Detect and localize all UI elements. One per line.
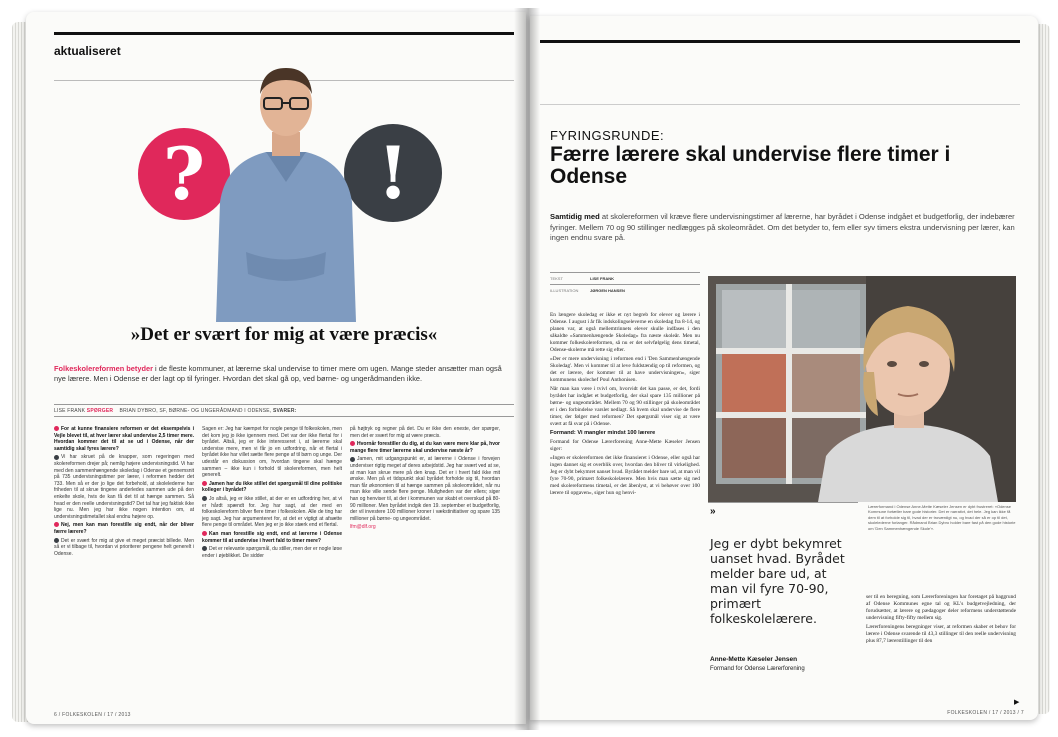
answer-paragraph	[202, 426, 342, 479]
body-paragraph: »Der er mere undervisning i reformen end i 'Den Sammenhængende Skoledag'. Men vi kommer til at leve fuldstændig op til reformen, og det er lærere, der kommer til at have undervisningen«, siger kommunens skolechef Poul Anthonisen.	[550, 356, 700, 383]
question-bullet-icon	[54, 522, 59, 527]
question-paragraph	[202, 481, 342, 494]
pull-quote-author: Anne-Mette Kæseler Jensen	[710, 656, 798, 663]
magazine-spine	[514, 8, 540, 730]
answer-bullet-icon	[54, 538, 59, 543]
body-paragraph: ser til en beregning, som Lærerforeningen har foretaget på baggrund af Odense Kommunes egne tal og KL's budgetvejledning, der forudsætter, at lærere og pædagoger deler reformens understøttende undervisning fifty-fifty mellem sig.	[866, 594, 1016, 621]
intro-paragraph	[550, 212, 1025, 244]
answer-text: Jo altså, jeg er ikke stillet, at der er en udfordring her, at vi er hårdt spændt for. Jeg har sagt, at der med en folkeskolereform bliver flere timer i folkeskolen. Alle de ting har jeg sagt. Jeg har argumenteret for, at det er vigtigt at afsætte flere penge til området. Men jeg er jo ikke stærk end et flertal.	[202, 495, 342, 529]
photo-caption: Lærerformand i Odense Anne-Mette Kæseler Jensen er dybt frustreret: »Odense Kommune fortæller bare gode historier. Det er narrativt, det hele. Jeg kan ikke få dem til at forholde sig til, hvad der er troværdigt nu, og hvad der så er op til det, skolelederne forlanger. Rådmand Brian Dybro holder bare fast på den gode historie om 'Den Sammenhængende Skole'«.	[868, 504, 1016, 531]
interviewee-name: BRIAN DYBRO, SF, BØRNE- OG UNGERÅDMAND I ODENSE,	[119, 408, 272, 414]
question-bullet-icon	[202, 531, 207, 536]
question-bullet-icon	[54, 426, 59, 431]
top-rule	[54, 32, 514, 35]
answer-paragraph	[202, 546, 342, 559]
answer-text: Jamen, mit udgangspunkt er, at lærerne i Odense i forvejen underviser rigtig meget af deres arbejdstid. Jeg har svært ved at se, at man kan skrue mere på den knap. Det er i hvert fald ikke mit ønske. Men på et tidspunkt skal byrådet forholde sig til, hvordan man får økonomien til at hænge sammen på skoleområdet, når nu man ikke ville sende flere penge. Muligheden var der ellers; siger han og henviser til, at der i kommunen var skabt et overskud på 80-90 millioner. Men byrådet indgik den 19. september et budgetforlig, der vil investere 100 millioner kroner i vækstinitiativer og spare 135 millioner på børne- og ungeområdet.	[350, 456, 500, 522]
body-paragraph: »Ingen er skolereformen det ikke finansieret i Odense, eller også har ingen dannet sig et overblik over, hvordan den bliver til virkelighed. Jeg er dybt bekymret uanset hvad. Byrådet melder bare ud, at man vil fyre 70-90, primært folkeskolelærere. Men hvis man sætte sig ned med skolereformens timetal, er det åbenlyst, at vi behøver over 100 lærere til opgaven«, siger hun og henvi-	[550, 455, 700, 496]
byline-row	[550, 272, 700, 284]
answer-paragraph	[350, 456, 500, 522]
author-email	[350, 524, 500, 531]
kicker: FYRINGSRUNDE:	[550, 128, 665, 143]
interview-column-2	[202, 426, 342, 561]
continue-arrow-icon: ▶	[1014, 699, 1020, 706]
answer-paragraph	[54, 538, 194, 558]
page-footer: FOLKESKOLEN / 17 / 2013 / 7	[947, 710, 1024, 716]
answer-bullet-icon	[202, 496, 207, 501]
body-paragraph: Når man kan være i tvivl om, hvorvidt det kan passe, er det, fordi byrådet har indgået et budgetforlig, der skal spare 135 millioner på børne- og ungeområdet. Mellem 70 og 90 stillinger på skoleområdet er i den forbindelse varslet nedlagt. Så hvem skal undervise de flere timer, der følger med reformen? Det spørgsmål viser sig at være svært at få svar på i Odense.	[550, 386, 700, 427]
left-page	[26, 12, 526, 724]
body-paragraph: En længere skoledag er ikke et nyt begreb for elever og lærere i Odense. I august i år fik indskolingseleverne en skoledag fra 8-14, og planen var, at også mellemtrinnets elever skulle indfases i den såkaldte »Sammenhængende Skoledag« fra næste skoleår. Men nu kommer folkeskolereformen, så nu er det selvfølgelig dens timetal, Odense-skolerne må rette sig efter.	[550, 312, 700, 353]
article-column-3	[866, 594, 1016, 647]
byline-label: ILLUSTRATION	[550, 288, 579, 293]
quote-marker-icon: »	[710, 506, 716, 517]
answer-paragraph	[54, 454, 194, 520]
answer-text: Sagen er: Jeg har kæmpet for nogle penge til folkeskolen, men det kom jeg jo ikke igennem med. Det var der ikke flertal for i byrådet. Altså, jeg er ikke interesseret i, at lærerne skal undervise mere, men vi får jo en udfordring, når et flertal i byrådet ikke har villet sætte flere penge af til børn og unge. Der udestår en diskussion om, hvordan tingene skal hænge sammen – ikke kun i forhold til skolereformen, men helt generelt.	[202, 426, 342, 479]
intro-lead: Folkeskolereformen betyder	[54, 364, 153, 373]
byline	[550, 272, 700, 296]
question-bullet-icon	[202, 481, 207, 486]
question-paragraph	[54, 426, 194, 452]
interviewer-role: SPØRGER	[86, 408, 114, 414]
interview-credit	[54, 408, 514, 414]
question-text: Hvornår forestiller du dig, at du kan være mere klar på, hvor mange flere timer lærerne skal undervise næste år?	[350, 441, 500, 454]
byline-row	[550, 284, 700, 296]
answer-bullet-icon	[350, 457, 355, 462]
question-paragraph	[54, 522, 194, 535]
question-text: Kan man forestille sig endt, end at lærerne i Odense kommer til at undervise i hvert fald to timer mere?	[202, 530, 342, 544]
page-footer: 6 / FOLKESKOLEN / 17 / 2013	[54, 712, 131, 718]
divider	[54, 416, 514, 417]
answer-text: Det er relevante spørgsmål, du stiller, men der er nogle løse ender i øjeblikket. De sidder	[202, 546, 342, 559]
answer-text: på højtryk og regner på det. Du er ikke den eneste, der spørger, men det er svært for mig at være præcis.	[350, 426, 500, 439]
divider	[54, 404, 514, 405]
right-page	[530, 16, 1038, 720]
divider	[540, 104, 1020, 105]
question-paragraph	[350, 441, 500, 454]
section-label: aktualiseret	[54, 44, 121, 58]
exclamation-mark-icon: !	[344, 124, 442, 222]
divider	[708, 502, 858, 503]
pull-quote-role: Formand for Odense Lærerforening	[710, 666, 805, 672]
question-mark-icon: ?	[138, 128, 230, 220]
answer-text: Vi har skruet på de knapper, som regeringen med skolereformen drejer på; nemlig højere undervisningstid. Vi har med den sammenhængende skoledag i Odense et gennemsnit på 735 undervisningstimer per lærer, i reformen hedder det 733. Men så er der jo lige det forbehold, at skolelederne har friheden til at skrue tingene anderledes sammen ude på den enkelte skole, hvis de kan få det til at hænge sammen. Så hvad er den reelle undervisningstid? Det tal har jeg faktisk ikke lige nu. Men jeg har ikke nogen intention om, at undervisningstimetallet skal endnu højere op.	[54, 454, 194, 520]
byline-value: JØRGEN HANSEN	[590, 288, 625, 293]
question-text: Jamen har du ikke stillet det spørgsmål til dine politiske kolleger i byrådet?	[202, 480, 342, 494]
pull-quote: Jeg er dybt bekymret uanset hvad. Byrådet melder bare ud, at man vil fyre 70-90, primært folkeskolelærere.	[710, 536, 845, 626]
question-text: Nej, men kan man forestille sig endt, når der bliver færre lærere?	[54, 522, 194, 535]
byline-label: TEKST	[550, 276, 563, 281]
body-paragraph: Lærerforeningens beregninger viser, at reformen skaber et behov for lærere i Odense svarende til 43,3 stillinger til den reelle undervisning plus 87,7 lærerstillinger til den	[866, 624, 1016, 644]
interviewee-role: SVARER:	[272, 408, 297, 414]
intro-text: at skolereformen vil kræve flere undervisningstimer af lærerne, har byrådet i Odense indgået et budgetforlig, der indebærer fyringer. Mellem 70 og 90 stillinger nedlægges på skoleområdet. Om det betyder to, fem eller syv timers ekstra undervisning per lærer, kan ingen endnu svare på.	[550, 212, 1015, 242]
interview-column-1	[54, 426, 194, 559]
intro-paragraph	[54, 364, 514, 384]
intro-text: i de fleste kommuner, at lærerne skal undervise to timer mere om ugen. Mange steder ansætter man også nye lærere. Men i Odense er der lagt op til fyringer. Hvordan det skal gå op, ved børne- og ungerådmanden ikke.	[54, 364, 502, 383]
intro-lead: Samtidig med	[550, 212, 600, 221]
magazine	[8, 8, 1053, 730]
answer-paragraph	[350, 426, 500, 439]
answer-text: Det er svært for mig at give et meget præcist billede. Men så er vi tilbage til, hvordan vi prioriterer pengene helt generelt i Odense.	[54, 537, 194, 557]
email-text: lfm@dlf.org	[350, 524, 376, 531]
interview-column-3	[350, 426, 500, 533]
question-text: For at kunne finansiere reformen er det eksempelvis i Vejle blevet til, at hver lærer skal undervise 2,5 timer mere. Hvordan kommer det til at se ud i Odense, når der samtidig skal fyres lærere?	[54, 426, 194, 452]
answer-bullet-icon	[202, 546, 207, 551]
portrait-photo	[206, 52, 366, 322]
answer-paragraph	[202, 496, 342, 529]
question-bullet-icon	[350, 441, 355, 446]
answer-bullet-icon	[54, 455, 59, 460]
headline: »Det er svært for mig at være præcis«	[130, 324, 438, 345]
woman-window-photo	[708, 276, 1016, 502]
subheading: Formand: Vi mangler mindst 100 lærere	[550, 430, 656, 436]
question-paragraph	[202, 531, 342, 544]
headline: Færre lærere skal undervise flere timer i Odense	[550, 143, 951, 188]
byline-value: LISE FRANK	[590, 276, 614, 281]
top-rule	[540, 40, 1020, 43]
body-paragraph: Formand for Odense Lærerforening Anne-Mette Kæseler Jensen siger:	[550, 439, 700, 452]
interviewer-name: LISE FRANK	[54, 408, 86, 414]
article-column-1	[550, 312, 700, 499]
